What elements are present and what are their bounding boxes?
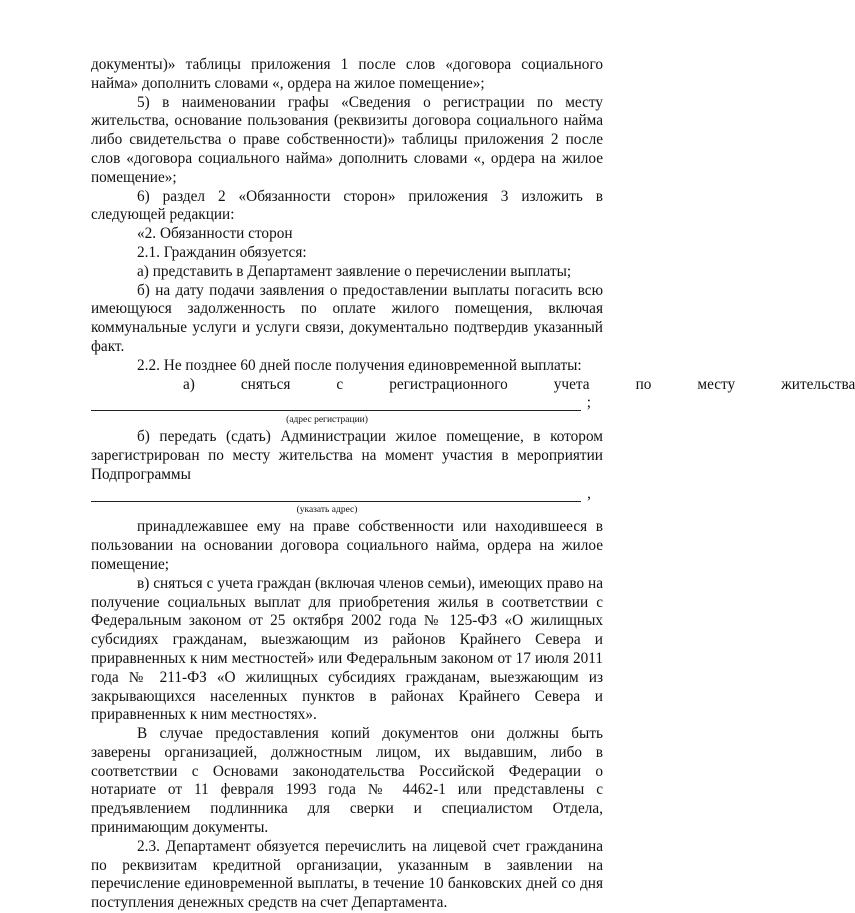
clause-2-2-a-word: жительства [781, 375, 855, 393]
clause-2-1-a: а) представить в Департамент заявление о перечислении выплаты; [137, 262, 572, 280]
paragraph-item-6: 6) раздел 2 «Обязанности сторон» приложения 3 изложить в следующей редакции: [91, 187, 603, 224]
registration-address-line [91, 394, 603, 413]
clause-2-2-b-continued: принадлежавшее ему на праве собственности или находившееся в пользовании на основании договора социального найма, ордера на жилое помещение; [91, 518, 603, 573]
clause-2-2-a-word: сняться [240, 375, 291, 393]
clause-2-3: 2.3. Департамент обязуется перечислить на лицевой счет гражданина по реквизитам кредитной организации, указанным в заявлении на перечисление единовременной выплаты, в течение 10 банковских дней со дня поступления денежных средств на счет Департамента. [91, 837, 603, 912]
blank-underline [91, 485, 581, 502]
clause-2-1-b: б) на дату подачи заявления о предоставлении выплаты погасить всю имеющуюся задолженность по оплате жилого помещения, включая коммунальные услуги и услуги связи, документально подтвердив указанный факт. [91, 281, 603, 355]
section-heading: «2. Обязанности сторон [137, 225, 293, 243]
property-address-caption: (указать адрес) [296, 505, 358, 516]
clause-2-2-a-word: регистрационного [389, 375, 508, 393]
copies-paragraph: В случае предоставления копий документов они должны быть заверены организацией, должностным лицом, их выдавшим, либо в соответствии с Основами законодательства Российской Федерации о нотариате от 11 февраля 1993 года № 4462-1 или представлены с предъявлением подлинника для сверки и специалистом Отдела, принимающим документы. [91, 725, 603, 837]
document-page [91, 56, 855, 913]
paragraph-item-5: 5) в наименовании графы «Сведения о регистрации по месту жительства, основание пользования (реквизиты договора социального найма либо свидетельства о праве собственности)» таблицы приложения 2 после слов «договора социального найма» дополнить словами «, ордера на жилое помещение»; [91, 93, 603, 186]
clause-2-2-a-word: с [336, 375, 344, 393]
clause-2-2-a-word: по [635, 375, 652, 393]
clause-2-2-a-word: месту [697, 375, 736, 393]
line-end-punctuation: , [587, 484, 591, 502]
registration-address-caption: (адрес регистрации) [286, 415, 368, 426]
clause-2-2-a-word: а) [183, 375, 195, 393]
blank-underline [91, 394, 581, 411]
clause-2-2-v: в) сняться с учета граждан (включая членов семьи), имеющих право на получение социальных выплат для приобретения жилья в соответствии с Федеральным законом от 25 октября 2002 года № 125-ФЗ «О жилищных субсидиях гражданам, выезжающим из районов Крайнего Севера и приравненных к ним местностей» или Федеральным законом от 17 июля 2011 года № 211-ФЗ «О жилищных субсидиях гражданам, выезжающим из закрывающихся населенных пунктов в районах Крайнего Севера и приравненных к ним местностях». [91, 574, 603, 724]
clause-2-2-a-word: учета [553, 375, 590, 393]
clause-2-2-a [91, 375, 855, 395]
clause-2-1: 2.1. Гражданин обязуется: [137, 243, 307, 261]
line-end-punctuation: ; [586, 394, 591, 412]
clause-2-2-b: б) передать (сдать) Администрации жилое помещение, в котором зарегистрирован по месту жительства на момент участия в мероприятии Подпрограммы [91, 428, 603, 483]
clause-2-2: 2.2. Не позднее 60 дней после получения единовременной выплаты: [137, 356, 582, 374]
paragraph-p1: документы)» таблицы приложения 1 после слов «договора социального найма» дополнить словами «, ордера на жилое помещение»; [91, 56, 603, 92]
property-address-line [91, 485, 603, 504]
